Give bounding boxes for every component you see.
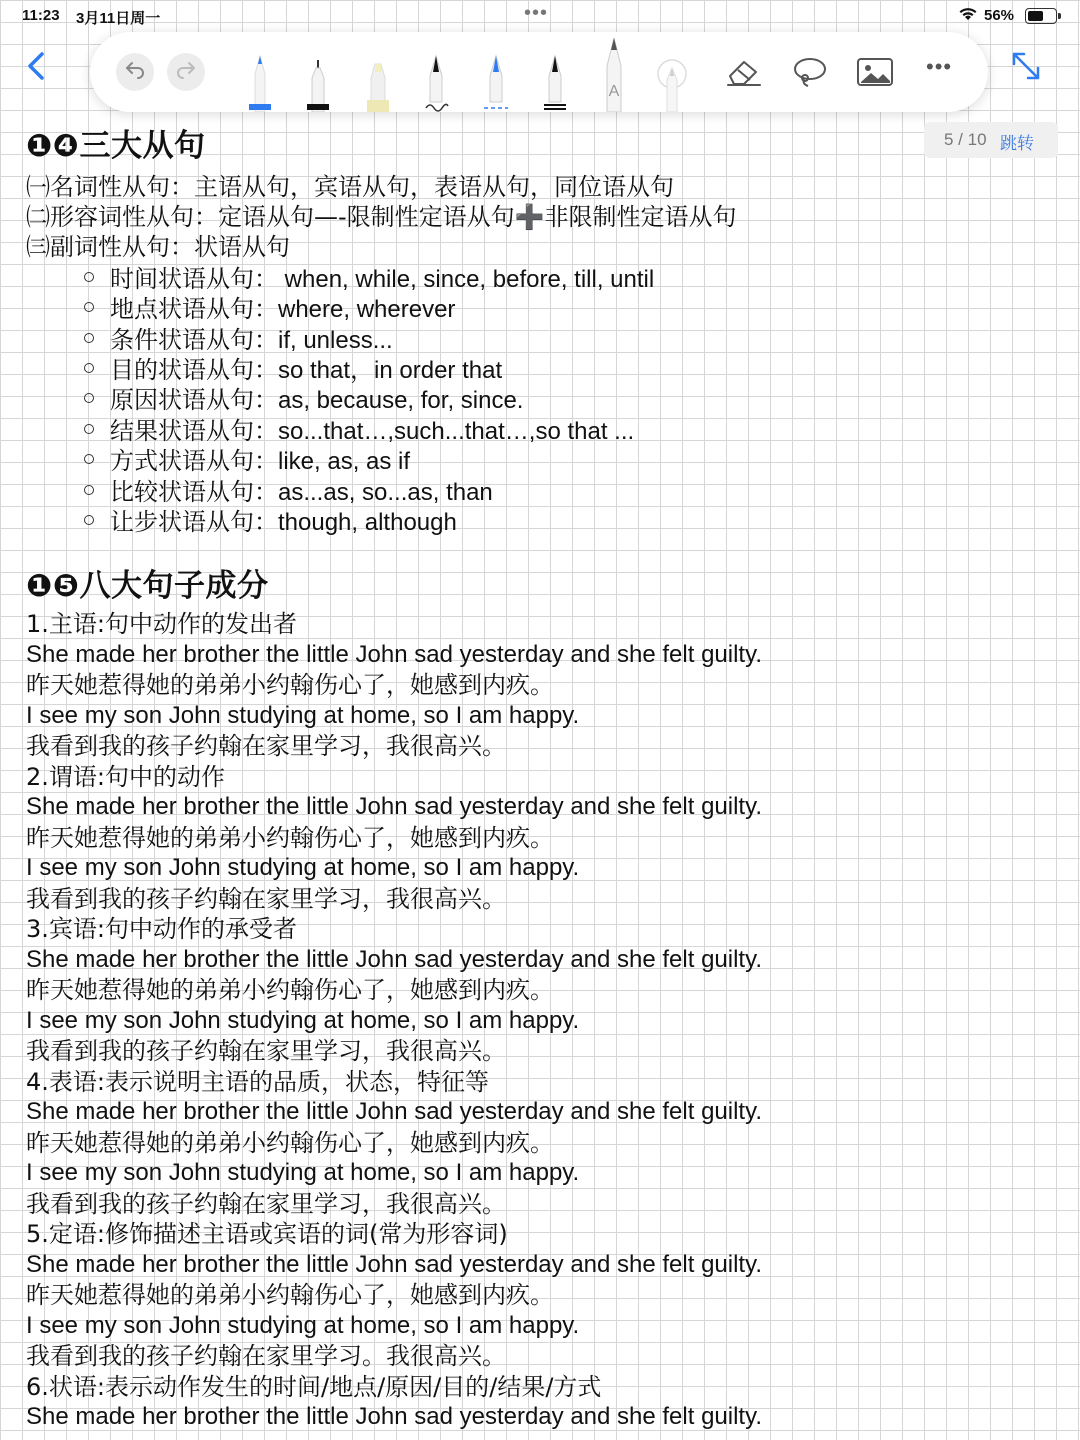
note-line: ㈢副词性从句：状语从句 (26, 233, 290, 261)
status-time: 11:23 (22, 7, 60, 24)
note-line: 我看到我的孩子约翰在家里学习，我很高兴。 (26, 884, 506, 913)
note-line: 我看到我的孩子约翰在家里学习。我很高兴。 (26, 1342, 506, 1370)
list-item: 结果状语从句：so...that…,such...that…,so that ... (84, 416, 634, 447)
list-item: 原因状语从句：as, because, for, since. (84, 385, 523, 416)
note-line: 昨天她惹得她的弟弟小约翰伤心了，她感到内疚。 (26, 976, 554, 1004)
page-count: 5 / 10 (944, 130, 987, 149)
section-title-clauses: ❶❹三大从句 (26, 128, 206, 164)
redo-button[interactable] (167, 53, 205, 91)
note-line: She made her brother the little John sad yesterday and she felt guilty. (26, 640, 762, 668)
expand-icon[interactable] (1008, 48, 1044, 84)
list-item: 让步状语从句：though, although (84, 507, 457, 538)
list-item: 时间状语从句： when, while, since, before, till, until (84, 264, 654, 295)
fineliner-icon[interactable] (303, 42, 333, 112)
list-item: 方式状语从句：like, as, as if (84, 446, 410, 477)
wifi-icon (958, 6, 978, 22)
redo-icon (174, 60, 198, 84)
brush-pen-icon[interactable] (421, 42, 451, 112)
note-line: 我看到我的孩子约翰在家里学习，我很高兴。 (26, 1037, 506, 1065)
more-icon[interactable]: ••• (926, 54, 953, 79)
jump-button[interactable]: 跳转 (1000, 134, 1034, 153)
note-line: 我看到我的孩子约翰在家里学习，我很高兴。 (26, 732, 506, 760)
list-item: 比较状语从句：as...as, so...as, than (84, 477, 493, 508)
blue-pen-icon[interactable] (245, 42, 275, 112)
note-line: I see my son John studying at home, so I am happy. (26, 1006, 580, 1034)
subheading-line: 6.状语:表示动作发生的时间/地点/原因/目的/结果/方式 (26, 1372, 602, 1401)
list-item: 目的状语从句：so that，in order that (84, 355, 502, 386)
back-icon[interactable] (22, 48, 52, 84)
image-icon[interactable] (856, 56, 894, 88)
note-line: She made her brother the little John sad yesterday and she felt guilty. (26, 1403, 762, 1430)
eraser-icon[interactable] (724, 54, 764, 90)
subheading-line: 4.表语:表示说明主语的品质，状态，特征等 (26, 1067, 489, 1096)
laser-pointer-icon[interactable] (657, 42, 687, 112)
list-item: 地点状语从句：where, wherever (84, 294, 455, 325)
note-line: I see my son John studying at home, so I am happy. (26, 701, 580, 729)
dashed-pen-icon[interactable] (481, 42, 511, 112)
drawing-toolbar (90, 32, 988, 112)
section-title-sentence-parts: ❶❺八大句子成分 (26, 568, 269, 604)
note-line: ㈡形容词性从句：定语从句—-限制性定语从句➕非限制性定语从句 (26, 203, 737, 231)
note-line: 昨天她惹得她的弟弟小约翰伤心了，她感到内疚。 (26, 1128, 554, 1157)
undo-button[interactable] (116, 53, 154, 91)
page-indicator (924, 122, 1058, 158)
note-line: She made her brother the little John sad yesterday and she felt guilty. (26, 1250, 762, 1278)
subheading-line: 5.定语:修饰描述主语或宾语的词(常为形容词) (26, 1220, 508, 1248)
undo-icon (123, 60, 147, 84)
battery-fill (1028, 11, 1043, 21)
note-line: ㈠名词性从句：主语从句，宾语从句，表语从句，同位语从句 (26, 173, 674, 201)
battery-icon (1025, 8, 1057, 24)
note-line: I see my son John studying at home, so I am happy. (26, 1159, 580, 1186)
subheading-line: 1.主语:句中动作的发出者 (26, 610, 297, 638)
note-line: 昨天她惹得她的弟弟小约翰伤心了，她感到内疚。 (26, 671, 554, 699)
note-line: 我看到我的孩子约翰在家里学习，我很高兴。 (26, 1189, 506, 1218)
note-line: She made her brother the little John sad yesterday and she felt guilty. (26, 945, 762, 973)
list-item: 条件状语从句：if, unless... (84, 325, 393, 356)
note-line: She made her brother the little John sad yesterday and she felt guilty. (26, 1098, 762, 1125)
status-bar (0, 0, 1080, 30)
lasso-icon[interactable] (790, 54, 830, 90)
note-line: 昨天她惹得她的弟弟小约翰伤心了，她感到内疚。 (26, 823, 554, 852)
pencil-letter: A (608, 83, 620, 100)
status-date: 3月11日周一 (76, 10, 161, 27)
subheading-line: 3.宾语:句中动作的承受者 (26, 915, 297, 943)
pencil-icon[interactable] (599, 34, 629, 112)
highlighter-icon[interactable] (363, 42, 393, 112)
subheading-line: 2.谓语:句中的动作 (26, 762, 225, 791)
note-line: I see my son John studying at home, so I am happy. (26, 1311, 580, 1339)
note-line: 昨天她惹得她的弟弟小约翰伤心了，她感到内疚。 (26, 1281, 554, 1309)
battery-percent: 56% (984, 7, 1015, 24)
note-line: I see my son John studying at home, so I am happy. (26, 854, 580, 881)
note-line: She made her brother the little John sad yesterday and she felt guilty. (26, 793, 762, 820)
multitasking-dots[interactable]: ••• (524, 2, 549, 24)
thick-pen-icon[interactable] (540, 42, 570, 112)
